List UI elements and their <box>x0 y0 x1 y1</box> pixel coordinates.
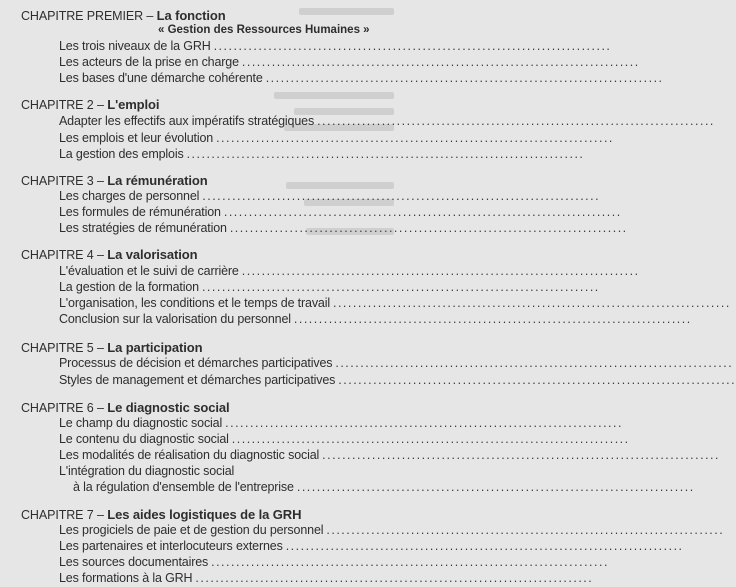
toc-entry: Les sources documentaires ................................................................................ <box>59 555 609 569</box>
dot-leader: ................................................................................ <box>241 55 640 69</box>
chapter-title: La rémunération <box>107 173 208 188</box>
chapter-heading <box>21 247 197 262</box>
dot-leader: ................................................................................ <box>293 312 692 326</box>
chapter-heading <box>21 8 226 23</box>
dot-leader: ................................................................................ <box>213 39 612 53</box>
toc-entry: Le champ du diagnostic social ................................................................................ <box>59 416 623 430</box>
toc-entry: Les bases d'une démarche cohérente ................................................................................ <box>59 71 664 85</box>
toc-entry: L'intégration du diagnostic social <box>59 464 235 478</box>
toc-entry: Les charges de personnel ................................................................................ <box>59 189 601 203</box>
chapter-title: Les aides logistiques de la GRH <box>107 507 302 522</box>
dot-leader: ................................................................................ <box>223 205 622 219</box>
chapter-heading <box>21 507 301 522</box>
dot-leader: ................................................................................ <box>202 189 601 203</box>
toc-entry: Les acteurs de la prise en charge ................................................................................ <box>59 55 640 69</box>
chapter-heading <box>21 340 202 355</box>
dot-leader: ................................................................................ <box>225 416 623 430</box>
dot-leader: ................................................................................ <box>201 280 600 294</box>
chapter-label: CHAPITRE 2 – <box>21 98 108 112</box>
chapter-label: CHAPITRE 4 – <box>21 248 108 262</box>
toc-entry: Les stratégies de rémunération ................................................................................ <box>59 221 628 235</box>
toc-entry: La gestion des emplois ................................................................................ <box>59 147 585 161</box>
toc-entry: Adapter les effectifs aux impératifs stratégiques ................................................................................ <box>59 114 715 128</box>
chapter-label: CHAPITRE PREMIER – <box>21 9 157 23</box>
toc-entry: à la régulation d'ensemble de l'entreprise ................................................................................ <box>73 480 695 494</box>
dot-leader: ................................................................................ <box>338 373 736 387</box>
dot-leader: ................................................................................ <box>211 555 609 569</box>
toc-entry: Processus de décision et démarches participatives ................................................................................ <box>59 356 734 370</box>
toc-entry: Les modalités de réalisation du diagnostic social ................................................................................ <box>59 448 721 462</box>
dot-leader: ................................................................................ <box>186 147 585 161</box>
dot-leader: ................................................................................ <box>241 264 640 278</box>
toc-entry: L'organisation, les conditions et le temps de travail ................................................................................ <box>59 296 731 310</box>
dot-leader: ................................................................................ <box>229 221 628 235</box>
dot-leader: ................................................................................ <box>296 480 695 494</box>
chapter-title: La participation <box>107 340 203 355</box>
toc-entry: La gestion de la formation ................................................................................ <box>59 280 600 294</box>
dot-leader: ................................................................................ <box>195 571 594 585</box>
chapter-label: CHAPITRE 5 – <box>21 341 108 355</box>
toc-entry: Styles de management et démarches participatives ................................................................................ <box>59 373 736 387</box>
dot-leader: ................................................................................ <box>285 539 684 553</box>
dot-leader: ................................................................................ <box>231 432 630 446</box>
toc-entry: Les emplois et leur évolution ................................................................................ <box>59 131 614 145</box>
dot-leader: ................................................................................ <box>332 296 731 310</box>
dot-leader: ................................................................................ <box>322 448 721 462</box>
chapter-heading <box>21 97 159 112</box>
show-through-smudge <box>286 182 394 189</box>
dot-leader: ................................................................................ <box>216 131 614 145</box>
show-through-smudge <box>299 8 394 15</box>
dot-leader: ................................................................................ <box>326 523 725 537</box>
toc-entry: L'évaluation et le suivi de carrière ................................................................................ <box>59 264 640 278</box>
dot-leader: ................................................................................ <box>335 356 734 370</box>
toc-entry: Les progiciels de paie et de gestion du personnel ................................................................................ <box>59 523 725 537</box>
toc-entry: Les formules de rémunération ................................................................................ <box>59 205 622 219</box>
dot-leader: ................................................................................ <box>317 114 715 128</box>
chapter-label: CHAPITRE 7 – <box>21 508 108 522</box>
chapter-heading <box>21 173 208 188</box>
dot-leader: ................................................................................ <box>265 71 664 85</box>
toc-entry: Conclusion sur la valorisation du personnel ................................................................................ <box>59 312 692 326</box>
chapter-label: CHAPITRE 6 – <box>21 401 108 415</box>
show-through-smudge <box>274 92 394 99</box>
chapter-title: Le diagnostic social <box>107 400 230 415</box>
chapter-subtitle: « Gestion des Ressources Humaines » <box>158 24 370 36</box>
chapter-title: L'emploi <box>107 97 160 112</box>
toc-entry: Les trois niveaux de la GRH ................................................................................ <box>59 39 612 53</box>
chapter-label: CHAPITRE 3 – <box>21 174 108 188</box>
chapter-title: La valorisation <box>107 247 198 262</box>
toc-entry: Les formations à la GRH ................................................................................ <box>59 571 594 585</box>
toc-entry: Les partenaires et interlocuteurs externes ................................................................................ <box>59 539 684 553</box>
chapter-heading <box>21 400 230 415</box>
chapter-title: La fonction <box>156 8 226 23</box>
toc-entry: Le contenu du diagnostic social ................................................................................ <box>59 432 630 446</box>
